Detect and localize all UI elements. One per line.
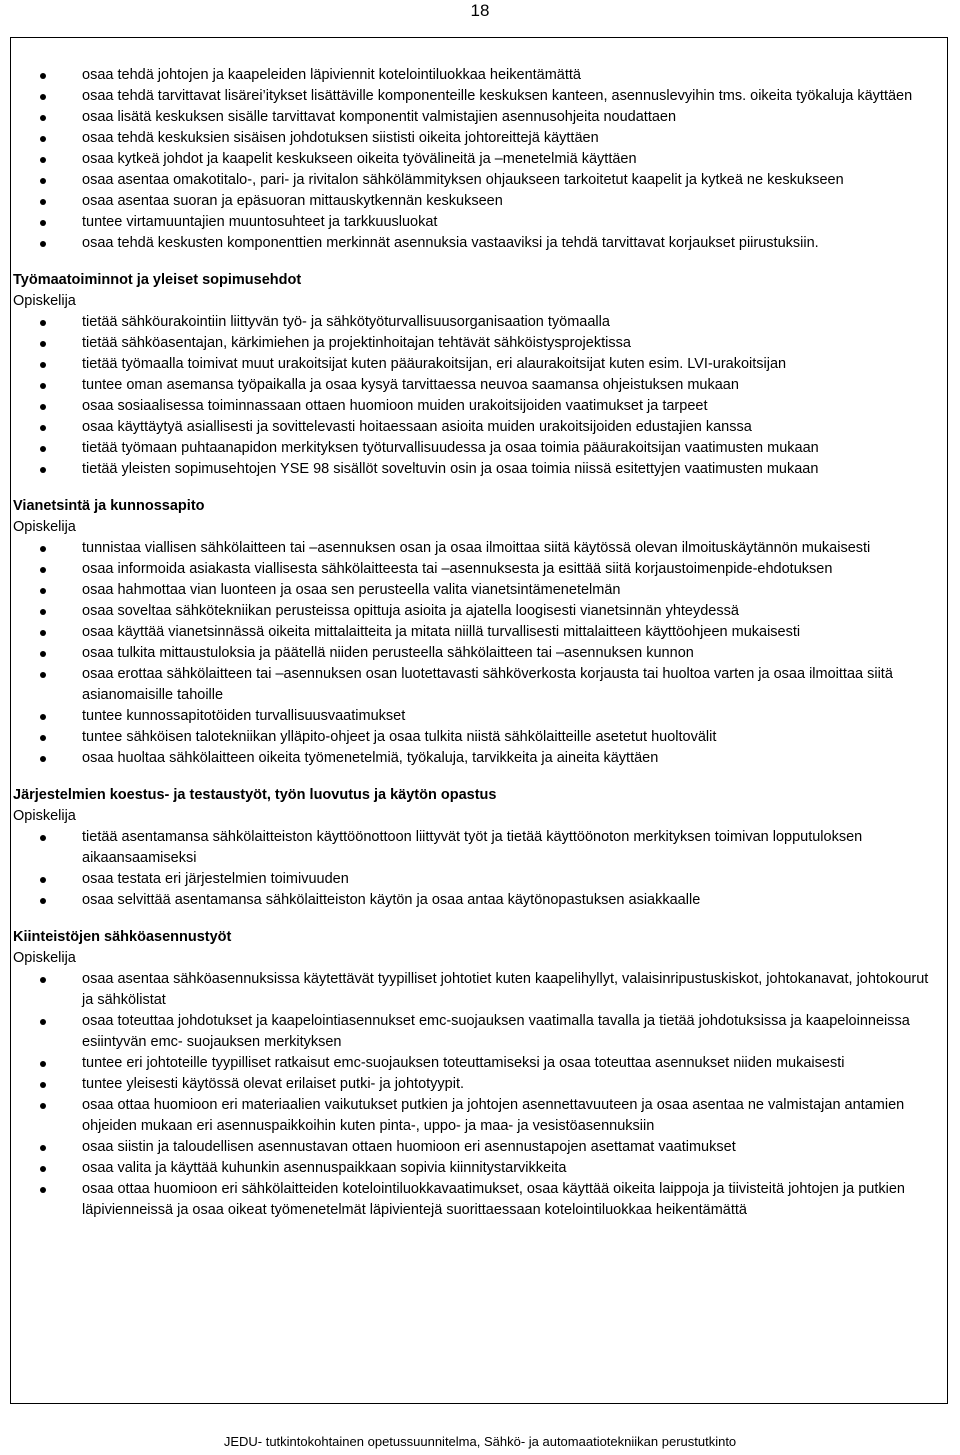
list-item-text: tietää asentamansa sähkölaitteiston käyttöönottoon liittyvät työt ja tietää käyttöönoton merkityksen toimivan lopputuloksen aikaansaamiseksi xyxy=(82,829,863,866)
bullet-icon xyxy=(40,136,46,142)
bullet-icon xyxy=(40,94,46,100)
list-item xyxy=(13,333,945,354)
list-item xyxy=(13,233,945,254)
list-item-text: osaa tehdä tarvittavat lisärei’itykset lisättäville komponenteille keskuksen kanteen, asennuslevyihin tms. oikeita työkaluja käyttäen xyxy=(82,88,913,104)
bullet-icon xyxy=(40,630,46,636)
list-item-text: tietää työmaalla toimivat muut urakoitsijat kuten pääurakoitsijan, eri alaurakoitsijat kuten esim. LVI-urakoitsijan xyxy=(82,356,787,372)
list-item-text: osaa testata eri järjestelmien toimivuuden xyxy=(82,871,349,887)
list-item xyxy=(13,643,945,664)
bullet-icon xyxy=(40,383,46,389)
list-item-text: tuntee virtamuuntajien muuntosuhteet ja tarkkuusluokat xyxy=(82,214,438,230)
list-item-text: osaa erottaa sähkölaitteen tai –asennuksen osan luotettavasti sähköverkosta korjausta tai huoltoa varten ja osaa ilmoittaa siitä asianomaisille tahoille xyxy=(82,666,893,703)
list-item-text: osaa ottaa huomioon eri sähkölaitteiden kotelointiluokkavaatimukset, osaa käyttää oikeita laippoja ja tiivisteitä johtojen ja putkien läpivienneissä ja osaa oikeat työmenetelmät läpivientejä suorittaessaan kotelointiluokkaa heikentämättä xyxy=(82,1181,905,1218)
list-item-text: osaa informoida asiakasta viallisesta sähkölaitteesta tai –asennuksesta ja esittää siitä korjaustoimenpide-ehdotuksen xyxy=(82,561,833,577)
list-item xyxy=(13,1095,945,1137)
page-number: 18 xyxy=(470,1,490,20)
list-item xyxy=(13,417,945,438)
bullet-icon xyxy=(40,977,46,983)
list-item-text: osaa siistin ja taloudellisen asennustavan ottaen huomioon eri asennustapojen asettamat vaatimukset xyxy=(82,1139,736,1155)
bullet-icon xyxy=(40,1166,46,1172)
section-bullet-list xyxy=(13,538,945,769)
list-item xyxy=(13,312,945,333)
list-item xyxy=(13,170,945,191)
bullet-icon xyxy=(40,1019,46,1025)
bullet-icon xyxy=(40,220,46,226)
list-item xyxy=(13,664,945,706)
list-item-text: tuntee sähköisen talotekniikan ylläpito-ohjeet ja osaa tulkita niistä sähkölaitteille asetetut huoltovälit xyxy=(82,729,717,745)
list-item-text: tietää sähköasentajan, kärkimiehen ja projektinhoitajan tehtävät sähköistysprojektissa xyxy=(82,335,631,351)
list-item xyxy=(13,580,945,601)
section xyxy=(13,270,945,480)
role-label: Opiskelija xyxy=(13,950,76,966)
bullet-icon xyxy=(40,567,46,573)
section-heading: Kiinteistöjen sähköasennustyöt xyxy=(13,929,232,945)
bullet-icon xyxy=(40,362,46,368)
section xyxy=(13,496,945,769)
bullet-icon xyxy=(40,588,46,594)
list-item-text: tuntee yleisesti käytössä olevat erilaiset putki- ja johtotyypit. xyxy=(82,1076,465,1092)
list-item-text: osaa tehdä johtojen ja kaapeleiden läpiviennit kotelointiluokkaa heikentämättä xyxy=(82,67,581,83)
list-item xyxy=(13,354,945,375)
list-item-text: osaa asentaa sähköasennuksissa käytettävät tyypilliset johtotiet kuten kaapelihyllyt, valaisinripustuskiskot, johtokanavat, johtokourut ja sähkölistat xyxy=(82,971,929,1008)
list-item xyxy=(13,1053,945,1074)
list-item xyxy=(13,1158,945,1179)
list-item-text: osaa hahmottaa vian luonteen ja osaa sen perusteella valita vianetsintämenetelmän xyxy=(82,582,621,598)
list-item xyxy=(13,559,945,580)
document-body xyxy=(13,65,945,1221)
list-item xyxy=(13,375,945,396)
bullet-icon xyxy=(40,877,46,883)
list-item xyxy=(13,1074,945,1095)
list-item-text: tuntee oman asemansa työpaikalla ja osaa kysyä tarvittaessa neuvoa saamansa ohjeistuksen mukaan xyxy=(82,377,739,393)
list-item xyxy=(13,1179,945,1221)
section xyxy=(13,927,945,1221)
bullet-icon xyxy=(40,467,46,473)
list-item-text: tietää yleisten sopimusehtojen YSE 98 sisällöt soveltuvin osin ja osaa toimia niissä esitettyjen vaatimusten mukaan xyxy=(82,461,819,477)
list-item xyxy=(13,396,945,417)
list-item-text: osaa kytkeä johdot ja kaapelit keskukseen oikeita työvälineitä ja –menetelmiä käyttäen xyxy=(82,151,637,167)
list-item xyxy=(13,869,945,890)
list-item xyxy=(13,459,945,480)
bullet-icon xyxy=(40,404,46,410)
intro-bullet-list xyxy=(13,65,945,254)
sections-container xyxy=(13,270,945,1221)
bullet-icon xyxy=(40,835,46,841)
list-item-text: tietää työmaan puhtaanapidon merkityksen työturvallisuudessa ja osaa toimia pääurakoitsijan vaatimusten mukaan xyxy=(82,440,819,456)
list-item xyxy=(13,969,945,1011)
list-item xyxy=(13,622,945,643)
list-item-text: osaa lisätä keskuksen sisälle tarvittavat komponentit valmistajien asennusohjeita noudattaen xyxy=(82,109,677,125)
list-item-text: osaa käyttää vianetsinnässä oikeita mittalaitteita ja mitata niillä turvallisesti mittalaitteen käyttöohjeen mukaisesti xyxy=(82,624,801,640)
list-item-text: tuntee kunnossapitotöiden turvallisuusvaatimukset xyxy=(82,708,406,724)
role-label: Opiskelija xyxy=(13,519,76,535)
section-bullet-list xyxy=(13,827,945,911)
section-heading: Vianetsintä ja kunnossapito xyxy=(13,498,205,514)
section-bullet-list xyxy=(13,969,945,1221)
list-item-text: osaa käyttäytyä asiallisesti ja sovittelevasti hoitaessaan asioita muiden urakoitsijoiden edustajien kanssa xyxy=(82,419,752,435)
section-heading: Järjestelmien koestus- ja testaustyöt, työn luovutus ja käytön opastus xyxy=(13,787,497,803)
list-item-text: tunnistaa viallisen sähkölaitteen tai –asennuksen osan ja osaa ilmoittaa siitä käytössä olevan ilmoituskäytännön mukaisesti xyxy=(82,540,871,556)
role-label: Opiskelija xyxy=(13,293,76,309)
list-item xyxy=(13,191,945,212)
list-item xyxy=(13,212,945,233)
list-item xyxy=(13,706,945,727)
section-bullet-list xyxy=(13,312,945,480)
bullet-icon xyxy=(40,73,46,79)
list-item xyxy=(13,1011,945,1053)
section xyxy=(13,785,945,911)
list-item xyxy=(13,1137,945,1158)
list-item-text: tuntee eri johtoteille tyypilliset ratkaisut emc-suojauksen toteuttamiseksi ja osaa toteuttaa asennukset niiden mukaisesti xyxy=(82,1055,845,1071)
bullet-icon xyxy=(40,115,46,121)
bullet-icon xyxy=(40,714,46,720)
bullet-icon xyxy=(40,446,46,452)
list-item xyxy=(13,727,945,748)
list-item-text: osaa tehdä keskusten komponenttien merkinnät asennuksia vastaaviksi ja tehdä tarvittavat korjaukset piirustuksiin. xyxy=(82,235,819,251)
list-item xyxy=(13,601,945,622)
bullet-icon xyxy=(40,546,46,552)
list-item-text: tietää sähköurakointiin liittyvän työ- ja sähkötyöturvallisuusorganisaation työmaalla xyxy=(82,314,610,330)
bullet-icon xyxy=(40,199,46,205)
bullet-icon xyxy=(40,898,46,904)
list-item-text: osaa valita ja käyttää kuhunkin asennuspaikkaan sopivia kiinnitystarvikkeita xyxy=(82,1160,567,1176)
bullet-icon xyxy=(40,157,46,163)
list-item-text: osaa asentaa suoran ja epäsuoran mittauskytkennän keskukseen xyxy=(82,193,503,209)
list-item xyxy=(13,149,945,170)
role-label: Opiskelija xyxy=(13,808,76,824)
bullet-icon xyxy=(40,320,46,326)
bullet-icon xyxy=(40,425,46,431)
bullet-icon xyxy=(40,178,46,184)
list-item-text: osaa sosiaalisessa toiminnassaan ottaen huomioon muiden urakoitsijoiden vaatimukset ja tarpeet xyxy=(82,398,708,414)
bullet-icon xyxy=(40,341,46,347)
list-item xyxy=(13,890,945,911)
bullet-icon xyxy=(40,735,46,741)
bullet-icon xyxy=(40,672,46,678)
bullet-icon xyxy=(40,1082,46,1088)
bullet-icon xyxy=(40,1061,46,1067)
list-item-text: osaa tulkita mittaustuloksia ja päätellä niiden perusteella sähkölaitteen tai –asennuksen kunnon xyxy=(82,645,694,661)
bullet-icon xyxy=(40,241,46,247)
section-heading: Työmaatoiminnot ja yleiset sopimusehdot xyxy=(13,272,302,288)
bullet-icon xyxy=(40,1145,46,1151)
list-item xyxy=(13,438,945,459)
list-item-text: osaa toteuttaa johdotukset ja kaapelointiasennukset emc-suojauksen vaatimalla tavalla ja tietää johdotuksissa ja kaapeloinneissa esiintyvän emc- suojauksen merkityksen xyxy=(82,1013,910,1050)
bullet-icon xyxy=(40,609,46,615)
list-item-text: osaa ottaa huomioon eri materiaalien vaikutukset putkien ja johtojen asennettavuuteen ja osaa asentaa ne valmistajan antamien ohjeiden mukaan eri asennuspaikkoihin kuten pinta-, uppo- ja maa- ja vesistöasennuksiin xyxy=(82,1097,905,1134)
bullet-icon xyxy=(40,1187,46,1193)
list-item xyxy=(13,748,945,769)
list-item xyxy=(13,65,945,86)
page-footer: JEDU- tutkintokohtainen opetussuunnitelma, Sähkö- ja automaatiotekniikan perustutkinto xyxy=(223,1434,737,1449)
bullet-icon xyxy=(40,651,46,657)
list-item-text: osaa soveltaa sähkötekniikan perusteissa opittuja asioita ja ajatella loogisesti vianetsinnän yhteydessä xyxy=(82,603,739,619)
bullet-icon xyxy=(40,1103,46,1109)
list-item xyxy=(13,827,945,869)
list-item xyxy=(13,107,945,128)
list-item xyxy=(13,538,945,559)
list-item-text: osaa huoltaa sähkölaitteen oikeita työmenetelmiä, työkaluja, tarvikkeita ja aineita käyttäen xyxy=(82,750,659,766)
list-item xyxy=(13,128,945,149)
list-item-text: osaa asentaa omakotitalo-, pari- ja rivitalon sähkölämmityksen ohjaukseen tarkoitetut kaapelit ja kytkeä ne keskukseen xyxy=(82,172,844,188)
list-item xyxy=(13,86,945,107)
list-item-text: osaa selvittää asentamansa sähkölaitteiston käytön ja osaa antaa käytönopastuksen asiakkaalle xyxy=(82,892,701,908)
bullet-icon xyxy=(40,756,46,762)
list-item-text: osaa tehdä keskuksien sisäisen johdotuksen siististi oikeita johtoreittejä käyttäen xyxy=(82,130,599,146)
